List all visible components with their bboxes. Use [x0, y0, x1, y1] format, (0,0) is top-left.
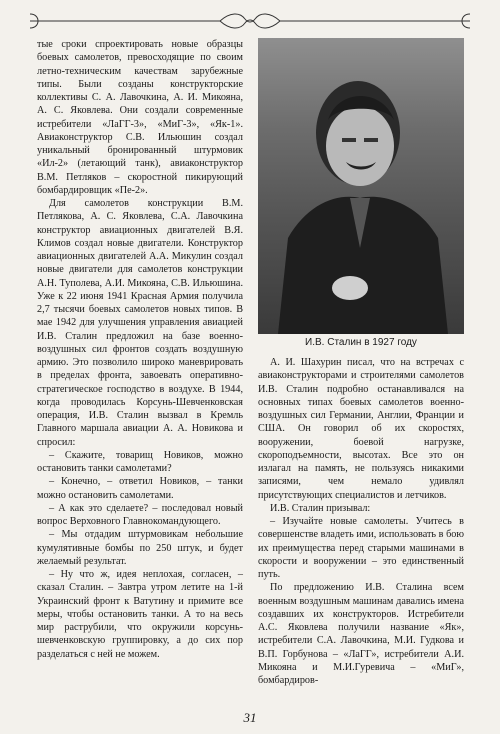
paragraph: И.В. Сталин призывал: [270, 502, 371, 514]
paragraph: тые сроки спроектировать новые образцы боевых самолетов, превосходящие по своим летно-техническим качествам зарубежные типы. Были созданы конструкторские коллективы С. А. Лавочкина, А. И. Микояна, А. С. Яковлева. Они создали современные истребители «ЛаГГ-3», «МиГ-3», «Як-1». Авиаконструктор С.В. Ильюшин создал уникальный бронированный штурмовик «Ил-2» (летающий танк), авиаконструктор В.М. Петляков – скоростной пикирующий бомбардировщик «Пе-2». [37, 39, 243, 196]
portrait-figure [258, 38, 464, 334]
paragraph: По предложению И.В. Сталина всем военным воздушным машинам давались имена создавших их конструкторов. Истребители А.С. Яковлева получили название «Як», истребители С.А. Лавочкина, М.И. Гудкова и В.П. Горбунова – «ЛаГГ», истребители А.И. Микояна и М.И.Гуревича – «МиГ», бомбардиров- [258, 582, 464, 686]
portrait-photo [258, 38, 464, 334]
paragraph: – Мы отдадим штурмовикам небольшие кумулятивные бомбы по 250 штук, и будет желаемый результат. [37, 529, 243, 567]
paragraph: – Конечно, – ответил Новиков, – танки можно остановить самолетами. [37, 476, 243, 501]
paragraph: Для самолетов конструкции В.М. Петлякова, А. С. Яковлева, С.А. Лавочкина конструктор авиационных двигателей В.Я. Климов создал новые двигатели. Конструктор авиационных двигателей А.А. Микулин создал новые двигатели для самолетов конструкции А.Н. Туполева, А.И. Микояна, С.В. Ильюшина. Уже к 22 июня 1941 Красная Армия получила 2,7 тысячи боевых самолетов новых типов. В мае 1942 для улучшения управления авиацией И.В. Сталин предложил на базе военно-воздушных сил фронтов создать воздушную армию. Это позволило широко маневрировать в пределах фронта, завоевать оперативно-стратегическое господство в воздухе. В 1944, когда проводилась Корсунь-Шевченковская операция, И.В. Сталин вызвал в Кремль Главного маршала авиации А. А. Новикова и спросил: [37, 198, 243, 448]
right-column [258, 356, 464, 687]
paragraph: – Скажите, товарищ Новиков, можно остановить танки самолетами? [37, 449, 243, 474]
photo-caption: И.В. Сталин в 1927 году [305, 337, 417, 348]
paragraph: – А как это сделаете? – последовал новый вопрос Верховного Главнокомандующего. [37, 502, 243, 527]
paragraph: А. И. Шахурин писал, что на встречах с авиаконструкторами и строителями самолетов И.В. Сталин подробно останавливался на основных типах боевых самолетов военно-воздушных сил Германии, Англии, Франции и США. Он говорил об их скоростях, вооружении, боевой нагрузке, скороподъемности, высотах. Все это он излагал на память, не пользуясь никакими записями, чем немало удивлял присутствующих специалистов и летчиков. [258, 357, 464, 501]
paragraph: – Ну что ж, идея неплохая, согласен, – сказал Сталин. – Завтра утром летите на 1-й Украинский фронт к Ватутину и примите все меры, чтобы остановить танки. А то на весь мир раструбили, что окружили корсунь-шевченковскую группировку, а до сих пор разделаться с ней не можем. [37, 569, 243, 660]
left-column [37, 38, 243, 661]
paragraph: – Изучайте новые самолеты. Учитесь в совершенстве владеть ими, использовать в бою их преимущества перед старыми машинами в скорости и вооружении – это единственный путь. [258, 516, 464, 580]
top-ornament [30, 10, 470, 32]
page-number: 31 [243, 710, 257, 725]
